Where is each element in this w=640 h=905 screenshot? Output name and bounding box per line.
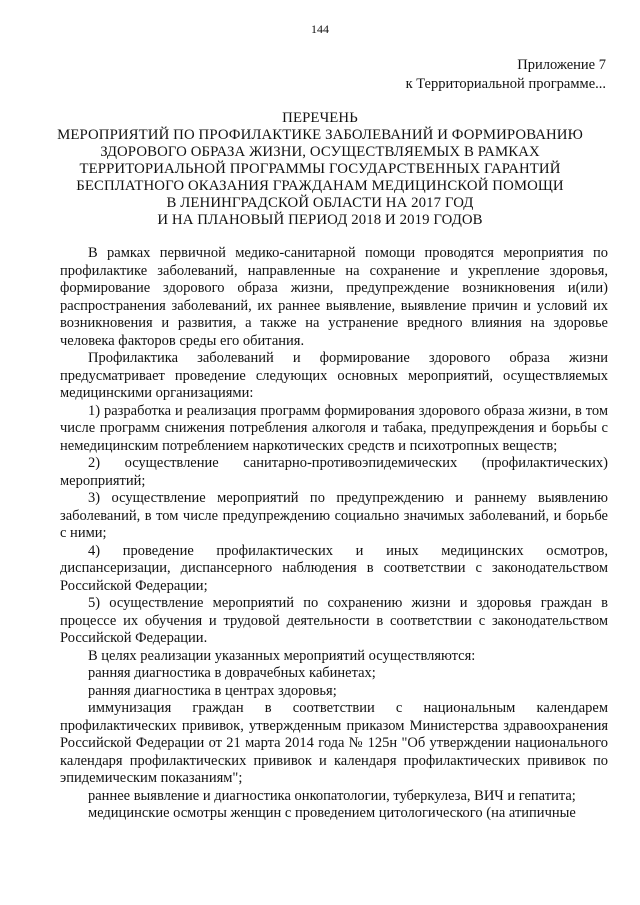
document-title — [30, 110, 610, 229]
list-item-4: 4) проведение профилактических и иных медицинских осмотров, диспансеризации, диспансерного наблюдения в соответствии с законодательством Российской Федерации; — [60, 542, 608, 594]
appendix-line-2: к Территориальной программе... — [405, 76, 606, 92]
list-item-2: 2) осуществление санитарно-противоэпидемических (профилактических) мероприятий; — [60, 455, 608, 489]
appendix-reference — [406, 56, 606, 94]
implementation-item-2: ранняя диагностика в центрах здоровья; — [88, 682, 337, 699]
paragraph-prevention-measures: Профилактика заболеваний и формирование здорового образа жизни предусматривает проведение следующих основных мероприятий, осуществляемых медицинскими организациями: — [60, 350, 608, 401]
title-line-3: ЗДОРОВОГО ОБРАЗА ЖИЗНИ, ОСУЩЕСТВЛЯЕМЫХ В РАМКАХ — [100, 144, 540, 160]
title-line-5: БЕСПЛАТНОГО ОКАЗАНИЯ ГРАЖДАНАМ МЕДИЦИНСКОЙ ПОМОЩИ — [76, 178, 564, 194]
implementation-item-5: медицинские осмотры женщин с проведением цитологического (на атипичные — [88, 805, 576, 821]
title-line-4: ТЕРРИТОРИАЛЬНОЙ ПРОГРАММЫ ГОСУДАРСТВЕННЫХ ГАРАНТИЙ — [79, 161, 561, 177]
list-item-5: 5) осуществление мероприятий по сохранению жизни и здоровья граждан в процессе их обучения и трудовой деятельности в соответствии с законодательством Российской Федерации. — [60, 595, 608, 646]
title-line-7: И НА ПЛАНОВЫЙ ПЕРИОД 2018 И 2019 ГОДОВ — [157, 212, 483, 228]
title-line-6: В ЛЕНИНГРАДСКОЙ ОБЛАСТИ НА 2017 ГОД — [166, 195, 474, 211]
implementation-item-4: раннее выявление и диагностика онкопатологии, туберкулеза, ВИЧ и гепатита; — [88, 787, 576, 804]
page-number: 144 — [311, 22, 329, 36]
list-item-1: 1) разработка и реализация программ формирования здорового образа жизни, в том числе программ снижения потребления алкоголя и табака, предупреждения и борьбы с немедицинским потреблением наркотических средств и психотропных веществ; — [60, 402, 608, 454]
paragraph-intro: В рамках первичной медико-санитарной помощи проводятся мероприятия по профилактике заболеваний, направленные на сохранение и укрепление здоровья, формирование здорового образа жизни, предупреждение возникновения и(или) распространения заболеваний, их раннее выявление, выявление причин и условий их возникновения и развития, а также на устранение вредного влияния на здоровье человека факторов среды его обитания. — [60, 245, 608, 349]
appendix-line-1: Приложение 7 — [517, 57, 606, 73]
list-item-3: 3) осуществление мероприятий по предупреждению и раннему выявлению заболеваний, в том числе предупреждению социально значимых заболеваний, и борьбе с ними; — [60, 490, 608, 541]
paragraph-implementation: В целях реализации указанных мероприятий осуществляются: — [88, 647, 476, 664]
implementation-item-3: иммунизация граждан в соответствии с национальным календарем профилактических прививок, утвержденным приказом Министерства здравоохранения Российской Федерации от 21 марта 2014 года № 125н "Об утверждении национального календаря профилактических прививок и календаря профилактических прививок по эпидемическим показаниям"; — [60, 700, 608, 786]
title-line-2: МЕРОПРИЯТИЙ ПО ПРОФИЛАКТИКЕ ЗАБОЛЕВАНИЙ И ФОРМИРОВАНИЮ — [57, 127, 583, 143]
implementation-item-1: ранняя диагностика в доврачебных кабинетах; — [88, 665, 376, 681]
title-line-1: ПЕРЕЧЕНЬ — [282, 110, 358, 126]
document-body — [60, 245, 608, 823]
